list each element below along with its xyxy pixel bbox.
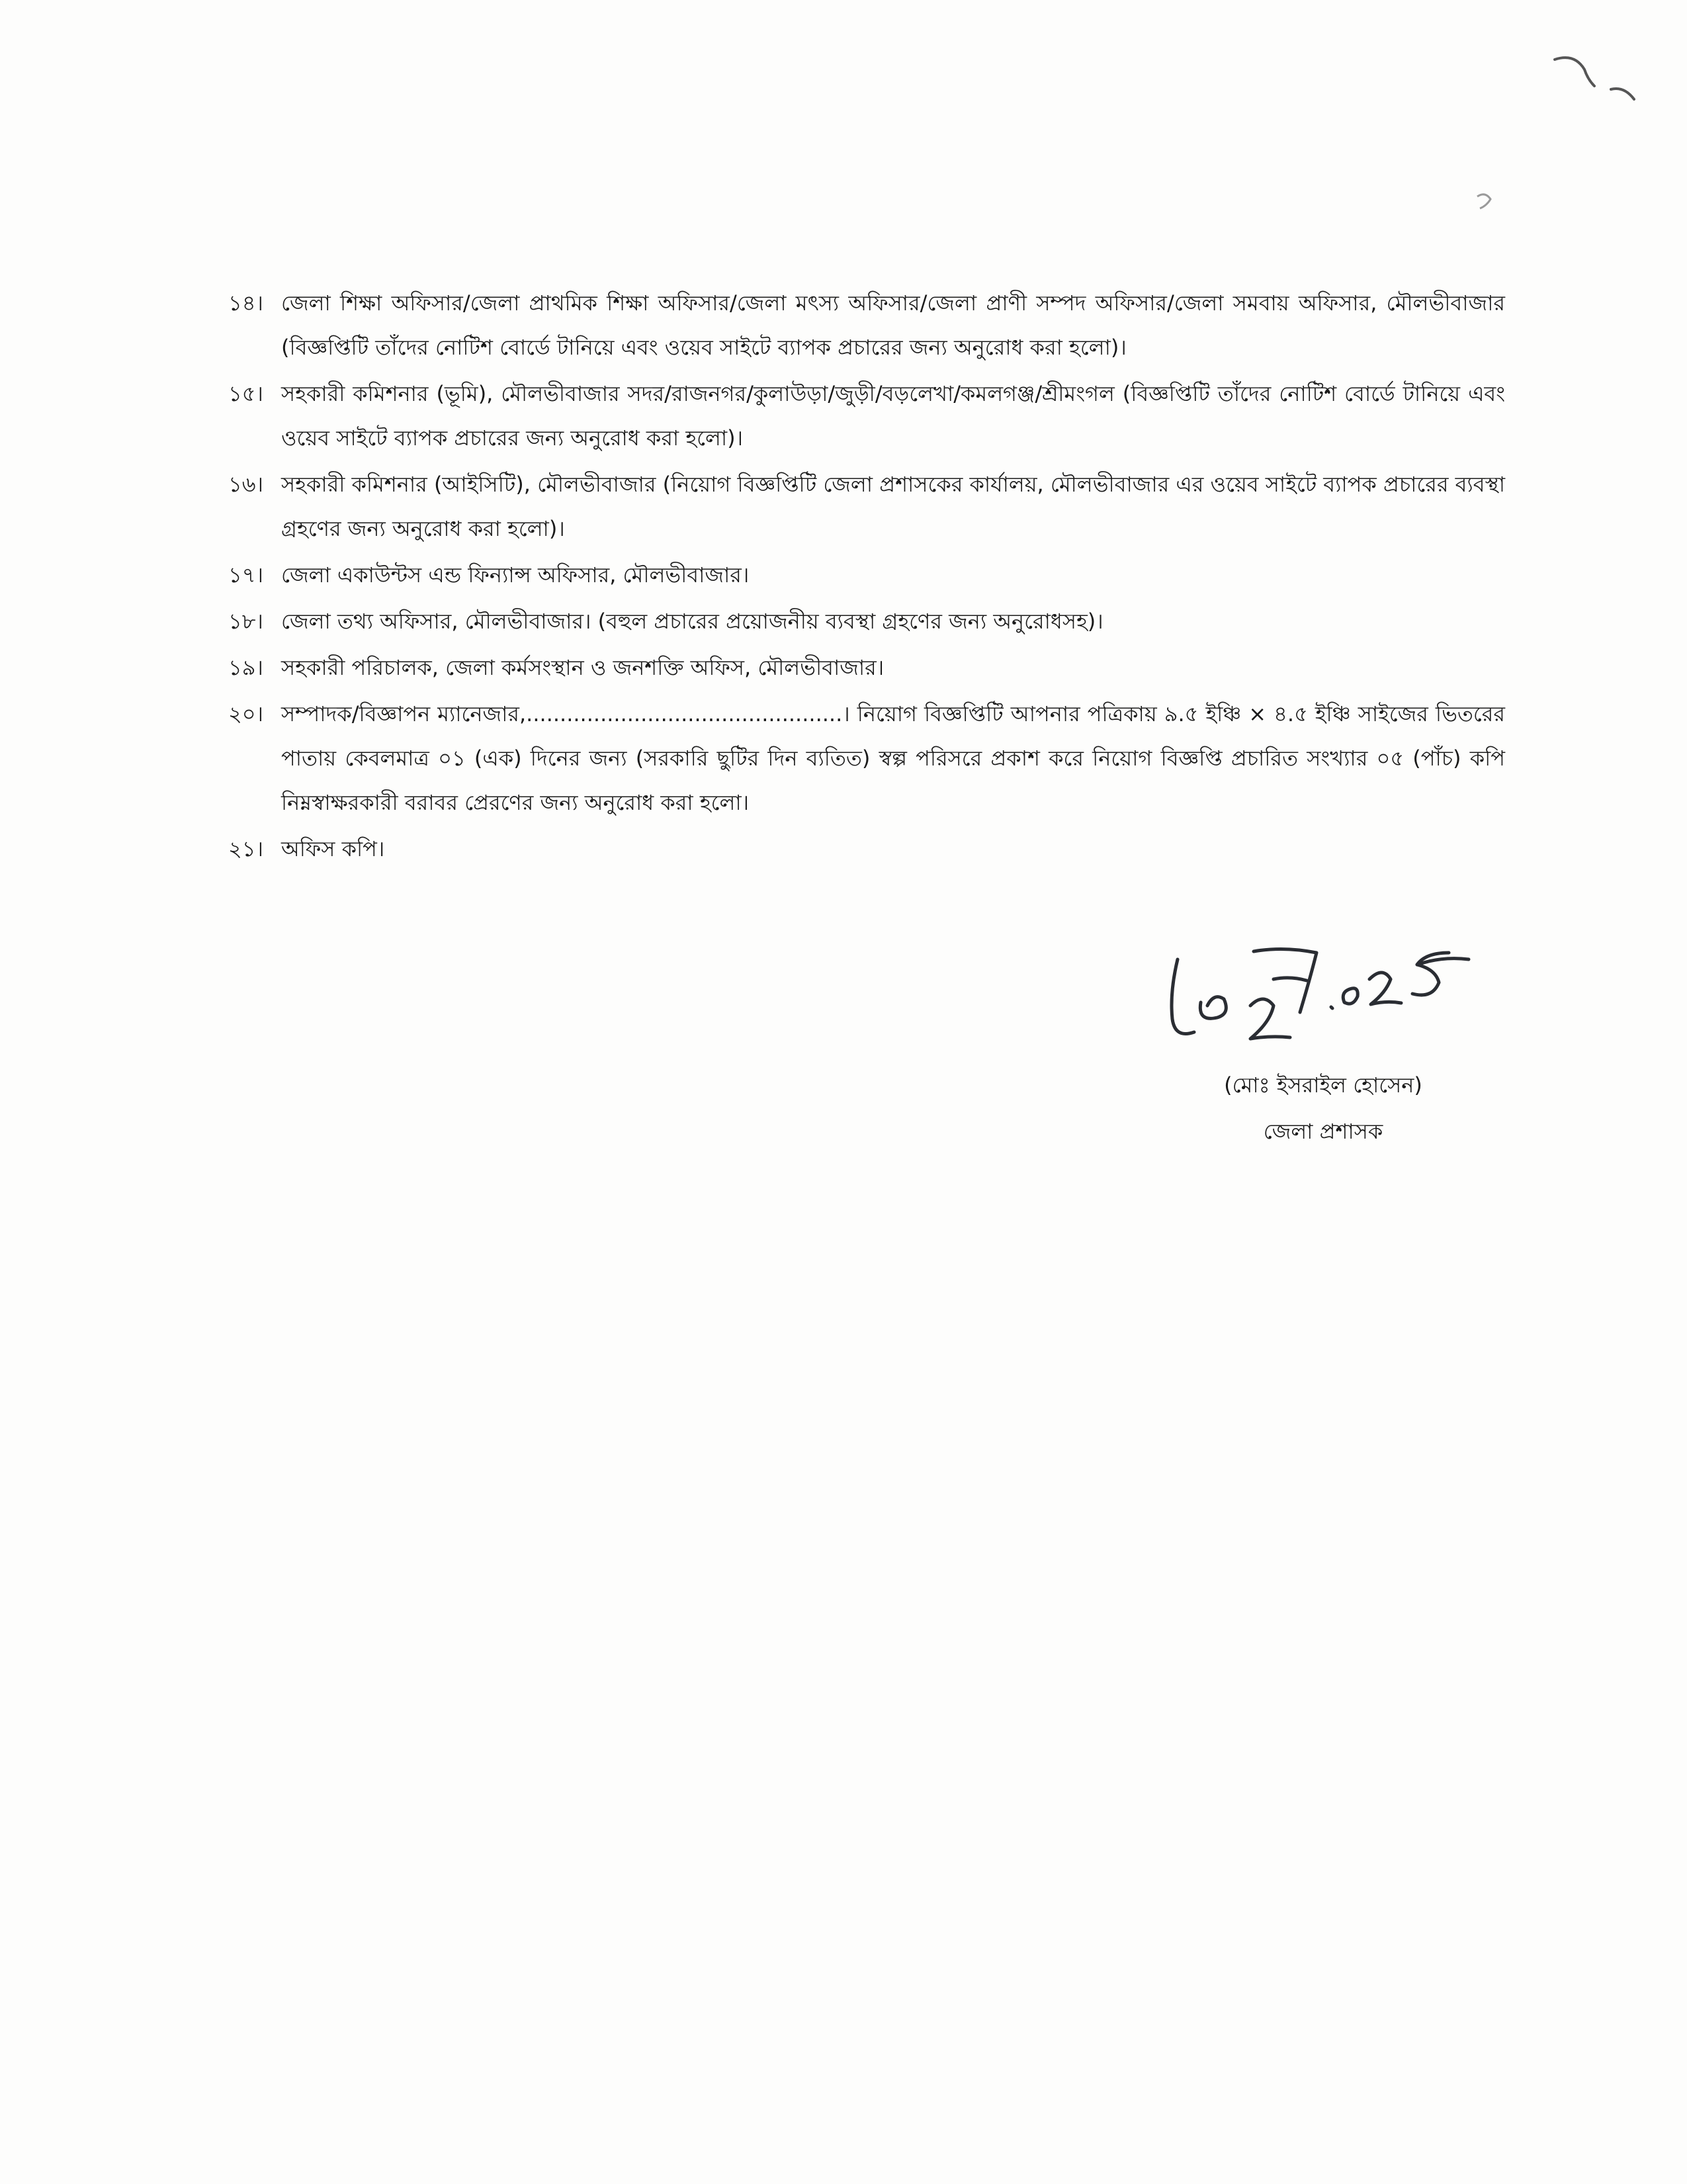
- item-text: অফিস কপি।: [281, 836, 385, 861]
- item-number: ১৮।: [228, 609, 263, 634]
- handwritten-signature: [1158, 939, 1489, 1052]
- item-text: সহকারী পরিচালক, জেলা কর্মসংস্থান ও জনশক্তি অফিস, মৌলভীবাজার।: [281, 655, 885, 680]
- item-number: ২০।: [228, 701, 264, 726]
- list-item: [228, 599, 1505, 644]
- item-number: ১৬।: [228, 472, 264, 497]
- list-item: [228, 553, 1505, 597]
- item-number: ১৭।: [228, 562, 264, 588]
- signature-block: [1125, 939, 1522, 1164]
- list-item: [228, 462, 1505, 551]
- list-item: [228, 372, 1505, 460]
- item-text: জেলা তথ্য অফিসার, মৌলভীবাজার। (বহুল প্রচারের প্রয়োজনীয় ব্যবস্থা গ্রহণের জন্য অনুরোধসহ)।: [281, 609, 1103, 634]
- scan-corner-mark: [1548, 40, 1641, 119]
- item-number: ১৫।: [228, 381, 263, 406]
- list-item: [228, 692, 1505, 825]
- item-text: সম্পাদক/বিজ্ঞাপন ম্যানেজার,...............................................। নিয়োগ বিজ্ঞপ্তিটি আপনার পত্রিকায় ৯.৫ ইঞ্চি × ৪.৫ ইঞ্চি সাইজের ভিতরের পাতায় কেবলমাত্র ০১ (এক) দিনের জন্য (সরকারি ছুটির দিন ব্যতিত) স্বল্প পরিসরে প্রকাশ করে নিয়োগ বিজ্ঞপ্তি প্রচারিত সংখ্যার ০৫ (পাঁচ) কপি নিম্নস্বাক্ষরকারী বরাবর প্রেরণের জন্য অনুরোধ করা হলো।: [281, 701, 1505, 815]
- item-text: সহকারী কমিশনার (আইসিটি), মৌলভীবাজার (নিয়োগ বিজ্ঞপ্তিটি জেলা প্রশাসকের কার্যালয়, মৌলভীবাজার এর ওয়েব সাইটে ব্যাপক প্রচারের ব্যবস্থা গ্রহণের জন্য অনুরোধ করা হলো)।: [281, 472, 1505, 541]
- item-text: জেলা একাউন্টস এন্ড ফিন্যান্স অফিসার, মৌলভীবাজার।: [281, 562, 750, 588]
- signatory-designation: জেলা প্রশাসক: [1263, 1119, 1383, 1144]
- item-number: ১৯।: [228, 655, 263, 680]
- item-text: জেলা শিক্ষা অফিসার/জেলা প্রাথমিক শিক্ষা অফিসার/জেলা মৎস্য অফিসার/জেলা প্রাণী সম্পদ অফিসার/জেলা সমবায় অফিসার, মৌলভীবাজার (বিজ্ঞপ্তিটি তাঁদের নোটিশ বোর্ডে টানিয়ে এবং ওয়েব সাইটে ব্যাপক প্রচারের জন্য অনুরোধ করা হলো)।: [281, 290, 1505, 360]
- list-item: [228, 646, 1505, 690]
- item-number: ২১।: [228, 836, 264, 861]
- item-text: সহকারী কমিশনার (ভূমি), মৌলভীবাজার সদর/রাজনগর/কুলাউড়া/জুড়ী/বড়লেখা/কমলগঞ্জ/শ্রীমংগল (বিজ্ঞপ্তিটি তাঁদের নোটিশ বোর্ডে টানিয়ে এবং ওয়েব সাইটে ব্যাপক প্রচারের জন্য অনুরোধ করা হলো)।: [281, 381, 1505, 451]
- item-number: ১৪।: [228, 290, 263, 316]
- list-item: [228, 827, 1505, 871]
- list-item: [228, 281, 1505, 370]
- signatory-name: (মোঃ ইসরাইল হোসেন): [1224, 1072, 1422, 1098]
- scan-speck-mark: [1472, 189, 1498, 215]
- distribution-list: [228, 281, 1505, 873]
